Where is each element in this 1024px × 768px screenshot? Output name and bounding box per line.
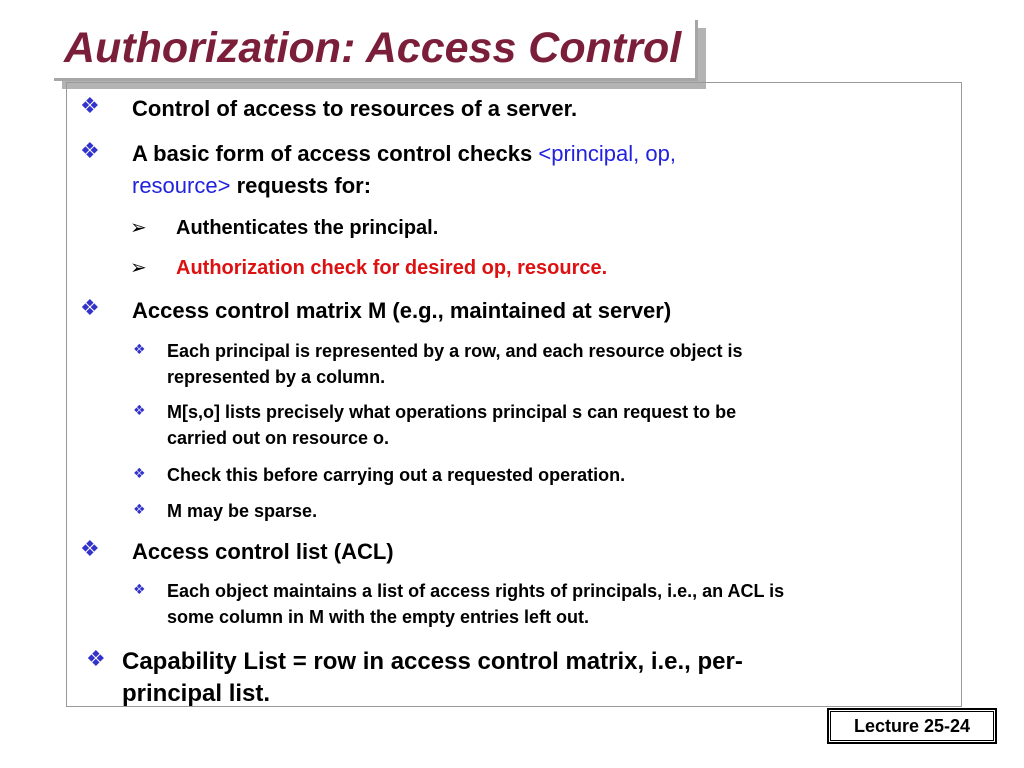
sub-bullet-text: Check this before carrying out a requested operation.	[167, 465, 626, 485]
bullet-item	[80, 295, 672, 327]
arrowhead-icon: ➢	[130, 215, 147, 239]
text-line: Each object maintains a list of access rights of principals, i.e., an ACL is	[167, 581, 785, 601]
diamond-cluster-icon: ❖	[80, 139, 100, 164]
bullet-item	[80, 93, 578, 125]
text-line: Each principal is represented by a row, and each resource object is	[167, 341, 743, 361]
text-part: A basic form of access control checks	[132, 141, 539, 166]
diamond-cluster-icon: ❖	[133, 403, 146, 419]
sub-bullet-item	[133, 462, 626, 488]
sub-bullet-item	[130, 254, 608, 282]
lecture-footer-box	[827, 708, 997, 744]
diamond-cluster-icon: ❖	[133, 342, 146, 358]
text-line: Capability List = row in access control matrix, i.e., per-	[122, 648, 743, 675]
sub-bullet-item	[130, 214, 439, 242]
sub-bullet-item	[133, 498, 318, 524]
title-frame	[54, 20, 698, 81]
lecture-footer-label: Lecture 25-24	[830, 711, 994, 741]
sub-bullet-text: Authorization check for desired op, resource.	[176, 257, 608, 279]
bullet-item	[80, 536, 394, 568]
text-line: some column in M with the empty entries left out.	[167, 607, 590, 627]
diamond-cluster-icon: ❖	[86, 647, 106, 672]
arrowhead-icon: ➢	[130, 255, 147, 279]
diamond-cluster-icon: ❖	[133, 502, 146, 518]
sub-bullet-item	[133, 399, 737, 451]
slide-title-box	[54, 20, 698, 81]
bullet-text	[122, 646, 743, 710]
sub-bullet-text: M may be sparse.	[167, 501, 318, 521]
sub-bullet-text	[167, 338, 743, 390]
bullet-text: Access control list (ACL)	[132, 539, 394, 564]
diamond-cluster-icon: ❖	[80, 296, 100, 321]
slide-title: Authorization: Access Control	[64, 24, 682, 72]
text-line: principal list.	[122, 680, 271, 707]
bullet-text: Control of access to resources of a server.	[132, 96, 578, 121]
text-line: M[s,o] lists precisely what operations principal s can request to be	[167, 402, 737, 422]
sub-bullet-item	[133, 338, 743, 390]
sub-bullet-text: Authenticates the principal.	[176, 217, 439, 239]
text-line: represented by a column.	[167, 367, 386, 387]
sub-bullet-text	[167, 399, 736, 451]
bullet-text: Access control matrix M (e.g., maintained at server)	[132, 298, 672, 323]
highlight-text: resource>	[132, 173, 231, 198]
diamond-cluster-icon: ❖	[80, 537, 100, 562]
text-line: carried out on resource o.	[167, 428, 390, 448]
sub-bullet-text	[167, 578, 784, 630]
diamond-cluster-icon: ❖	[80, 94, 100, 119]
highlight-text: <principal, op,	[538, 141, 676, 166]
text-part: requests for:	[230, 173, 372, 198]
bullet-item	[86, 646, 743, 710]
sub-bullet-item	[133, 578, 785, 630]
diamond-cluster-icon: ❖	[133, 466, 146, 482]
bullet-item	[80, 138, 676, 202]
bullet-text	[132, 138, 676, 202]
diamond-cluster-icon: ❖	[133, 582, 146, 598]
